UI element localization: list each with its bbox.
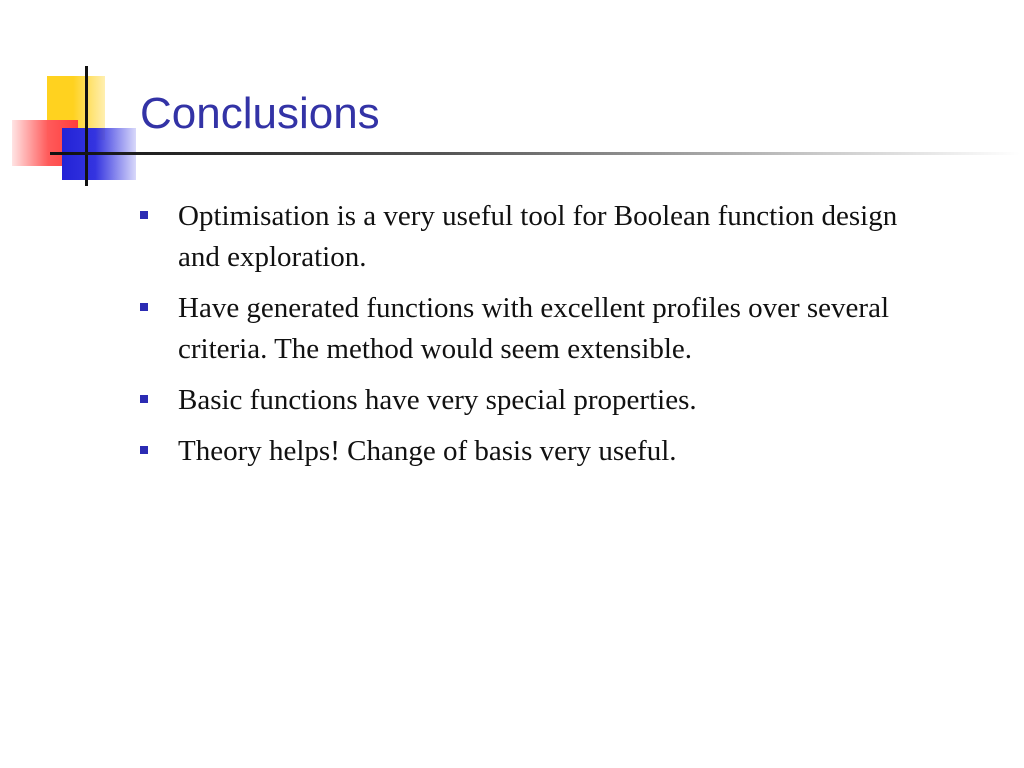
- bullet-text: Optimisation is a very useful tool for Boolean function design and exploration.: [178, 200, 898, 273]
- square-bullet-icon: [140, 395, 148, 403]
- square-bullet-icon: [140, 303, 148, 311]
- bullet-list: [140, 196, 940, 482]
- logo-icon: [0, 0, 150, 200]
- bullet-item: [140, 431, 940, 472]
- square-bullet-icon: [140, 211, 148, 219]
- square-bullet-icon: [140, 446, 148, 454]
- title-divider: [60, 152, 1020, 155]
- bullet-text: Have generated functions with excellent profiles over several criteria. The method would seem extensible.: [178, 292, 890, 365]
- bullet-item: [140, 196, 940, 278]
- logo-vertical-line: [85, 66, 88, 186]
- slide-title: Conclusions: [140, 89, 380, 138]
- bullet-text: Basic functions have very special properties.: [178, 384, 697, 416]
- bullet-text: Theory helps! Change of basis very useful.: [178, 435, 677, 467]
- bullet-item: [140, 288, 940, 370]
- bullet-item: [140, 380, 940, 421]
